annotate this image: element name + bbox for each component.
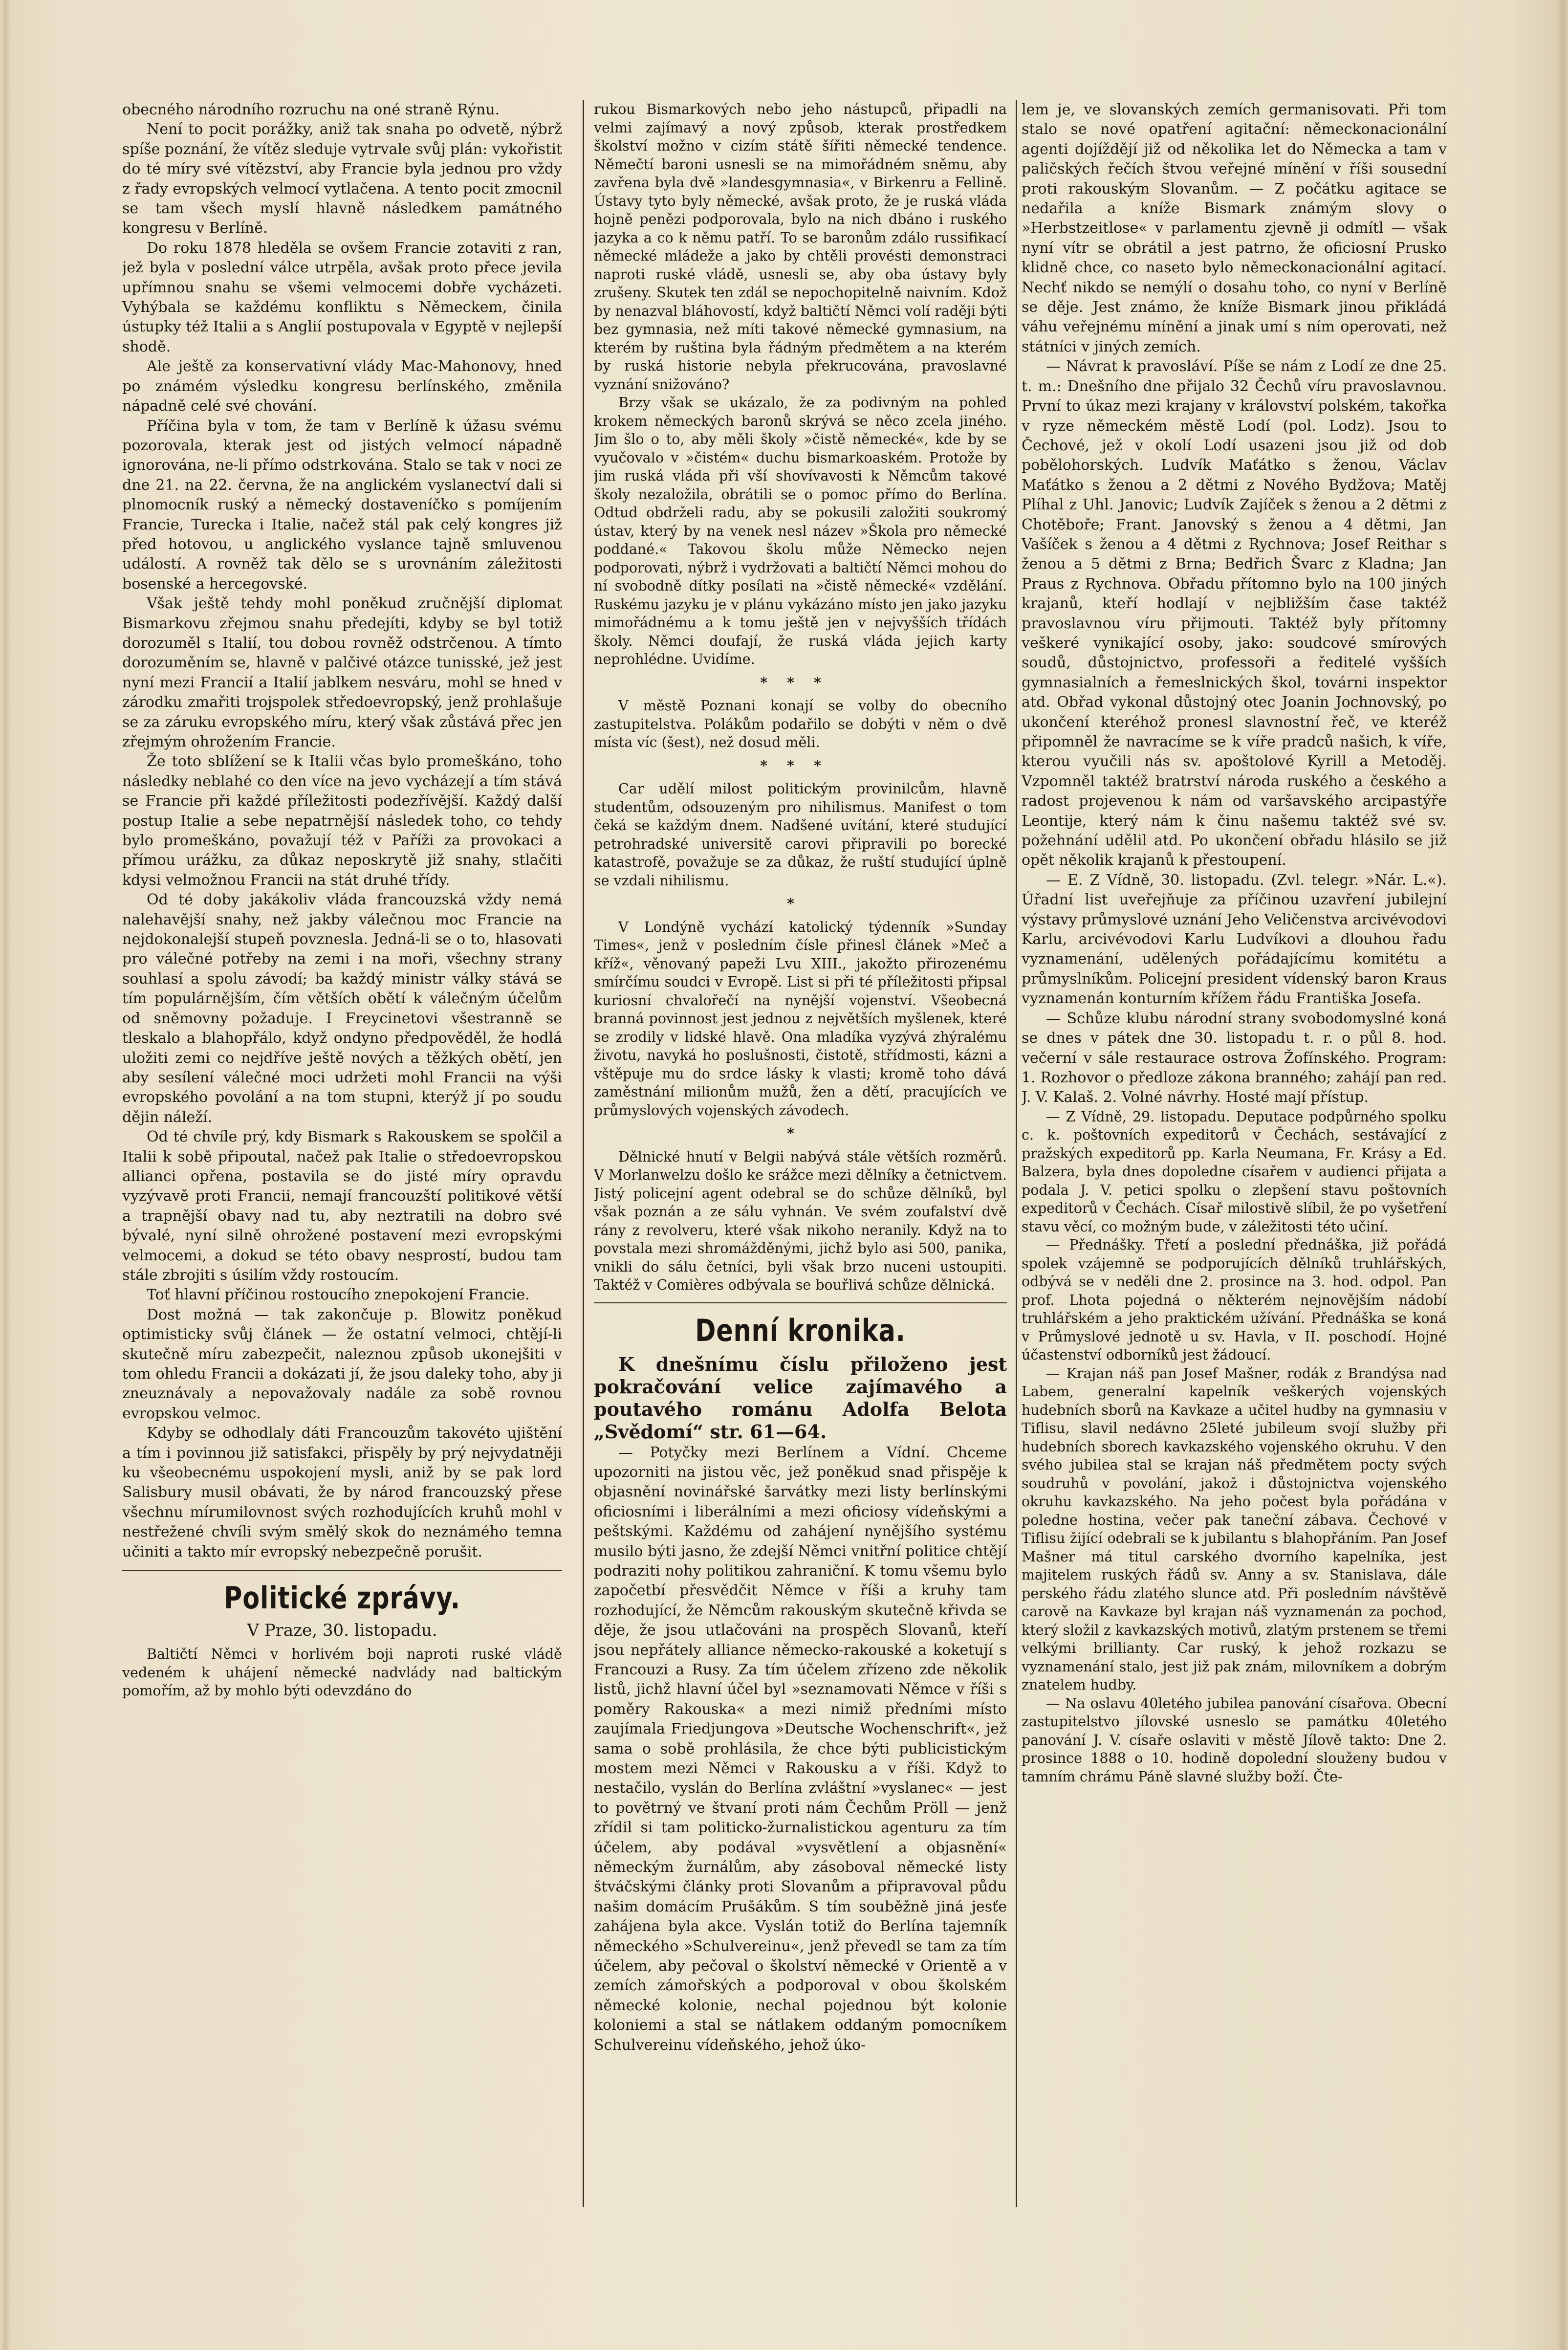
paragraph: Do roku 1878 hleděla se ovšem Francie zotaviti z ran, jež byla v poslední válce utrpěla, avšak proto přece jevila upřímnou snahu se všemi velmocemi dobře vycházeti. Vyhýbala se každému konfliktu s Německem, činila ústupky též Italii a s Anglií postupovala v Egyptě v nejlepší shodě. — [122, 239, 562, 355]
news-note: Car udělí milost politickým provinilcům, hlavně studentům, odsouzeným pro nihilismus. Manifest o tom čeká se každým dnem. Nadšené uvítání, které studující petrohradské universitě carovi připravili po borecké katastrofě, považuje se za důkaz, že ruští studující úplně se vzdali nihilismu. — [594, 781, 1007, 889]
separator-asterisks: * — [787, 1125, 814, 1142]
article: — Potyčky mezi Berlínem a Vídní. Chceme upozorniti na jistou věc, jež poněkud snad přispěje k objasnění novinářské šarvátky mezi listy berlínskými oficiosními i liberálními a mezi oficiosy vídeňskými a peštskými. Každému od zahájení nynějšího systému musilo býti jasno, že zdejší Němci vnitřní politice chtějí podraziti nohy politikou zahraniční. K tomu všemu bylo započetbí přesvědčit Němce v říši a kruhy tam rozhodující, že Němcům rakouským skutečně křivda se děje, že jsou utlačováni na prospěch Slovanů, kteří jsou nepřátely alliance německo-rakouské a koketují s Francouzi a Rusy. Za tím účelem zřízeno zde několik listů, jichž hlavní účel byl »seznamovati Němce v říši s poměry Rakouska« a mezi nimiž předními místo zaujímala Friedjungova »Deutsche Wochenschrift«, jež sama o sobě prohlásila, že chce býti publicistickým mostem mezi Němci v Rakousku a v říši. Když to nestačilo, vyslán do Berlína zvláštní »vyslanec« — jest to povětrný ve štvaní proti nám Čechům Pröll — jenž zřídil si tam politicko-žurnalistickou agenturu za tím účelem, aby podával »vysvětlení a objasnění« německým žurnálům, aby zásoboval německé listy štváčskými články proti Slovanům a připravoval půdu našim domácím Prušákům. S tím souběžně jiná jesťe zahájena byla akce. Vyslán totiž do Berlína tajemník německého »Schulvereinu«, jenž převedl se tam za tím účelem, aby pečoval o školství německé v Orientě a v zemích zámořských a podporoval v obou školském německé kolonie, nechal pojednou být kolonie koloniemi a stal se nátlakem oddaným pomocníkem Schulvereinu vídeňského, jehož úko- — [594, 1444, 1007, 2054]
paragraph: lem je, ve slovanských zemích germanisovati. Při tom stalo se nové opatření agitační: německonacionální agenti dojíždějí již od několika let do Německa a tam v paličských řečích štvou veřejné mínění v říši sousední proti rakouským Slovanům. — Z počátku agitace se nedařila a kníže Bismark známým slovy o »Herbstzeitlose« v parlamentu zjevně ji odmítl — však nyní vítr se obrátil a jest patrno, že oficiosní Prusko klidně chce, co naseto bylo německonacionální agitací. Nechť nikdo se nemýlí o dosahu toho, co nyní v Berlíně se děje. Jest známo, že kníže Bismark jinou přikládá váhu veřejnému mínění a jinak umí s ním operovati, než státníci v jiných zemích. — [1022, 101, 1447, 355]
paragraph: Od té doby jakákoliv vláda francouzská vždy nemá nalehavější snahy, než jakby válečnou moc Francie na nejdokonalejší stupeň povznesla. Jedná-li se o to, hlasovati pro válečné potřeby na zemi i na moři, všechny strany souhlasí a spolu závodí; ba každý ministr války stává se tím populárnějším, čím větších obětí k válečným účelům od sněmovny požaduje. I Freycinetovi všestranně se tleskalo a blahopřálo, když ondyno předpověděl, že hodlá uložiti zemi co nejdříve ještě nových a těžkých obětí, jen aby sesílení válečné moci udržeti mohl Francii na výši evropského povolání a na tom stupni, kterýž jí po soudu dějin náleží. — [122, 891, 562, 1126]
column-rule — [1016, 100, 1017, 2207]
page-edge-shadow — [0, 0, 11, 2350]
divider — [594, 1302, 1007, 1303]
paragraph: Baltičtí Němci v horlivém boji naproti ruské vládě vedeném k uhájení německé nadvlády nad baltickým pomořím, až by mohlo býti odevzdáno do — [122, 1646, 562, 1699]
column-rule — [583, 100, 584, 2207]
article: — Z Vídně, 29. listopadu. Deputace podpůrného spolku c. k. poštovních expeditorů v Čechách, sestávající z pražských expeditorů pp. Karla Neumana, Fr. Krásy a Ed. Balzera, byla dnes dopoledne císařem v audienci přijata a podala J. V. petici spolku o zlepšení stavu poštovních expeditorů v Čechách. Císař milostivě slíbil, že po vyšetření stavu věcí, co možným bude, v záležitosti této učiní. — [1022, 1108, 1447, 1235]
news-note: V Londýně vychází katolický týdenník »Sunday Times«, jenž v posledním čísle přinesl článek »Meč a kříž«, věnovaný papeži Lvu XIII., jakožto přirozenému smírčímu soudci v Evropě. List si při té příležitosti připsal kuriosní chvalořečí na nynější vojenství. Všeobecná branná povinnost jest jednou z největších myšlenek, které se zrodily v lidské hlavě. Ona mladíka vyzývá zhýralému životu, navyká ho poslušnosti, čistotě, střídmosti, kázni a vštěpuje mu do srdce lásky k vlasti; kromě toho dává zaměstnání milionům mužů, žen a dětí, pracujících ve průmyslových vojenských závodech. — [594, 919, 1007, 1119]
paragraph: Příčina byla v tom, že tam v Berlíně k úžasu svému pozorovala, kterak jest od jistých velmocí nápadně ignorována, ne-li přímo odstrkována. Stalo se tak v noci ze dne 21. na 22. června, že na anglickém vyslanectví dali si plnomocník ruský a německý dostaveníčko s pomíjením Francie, Turecka i Italie, načež stál pak celý kongres již před hotovou, u anglického vyslance tajně smluvenou událostí. A rovněž tak dělo se s urovnáním záležitosti bosenské a hercegovské. — [122, 417, 562, 593]
divider — [122, 1570, 562, 1571]
article: — Krajan náš pan Josef Mašner, rodák z Brandýsa nad Labem, generalní kapelník veškerých vojenských hudebních sborů na Kavkaze a učitel hudby na gymnasiu v Tiflisu, slavil nedávno 25leté jubileum svojí služby při hudebních sborech kavkazského vojenského okruhu. V den svého jubilea stal se krajan náš předmětem pocty svých soudruhů v povolání, jakož i důstojnictva vojenského okruhu kavkazského. Na jeho počest byla pořádána v poledne hostina, večer pak taneční zábava. Čechové v Tiflisu žijící odebrali se k jubilantu s blahopřáním. Pan Josef Mašner má titul carského dvorního kapelníka, jest majitelem ruských řádů sv. Anny a sv. Stanislava, dále perského řádu zlatého slunce atd. Při posledním návštěvě carově na Kavkaze byl krajan náš vyznamenán za pochod, který složil z kavkazských motivů, zlatým prstenem se třemi velkými brillianty. Car ruský, k jehož rozkazu se vyznamenání stalo, jest již pak znám, milovníkem a dobrým znatelem hudby. — [1022, 1365, 1447, 1693]
article: — E. Z Vídně, 30. listopadu. (Zvl. telegr. »Nár. L.«). Úřadní list uveřejňuje za příčinou uzavření jubilejní výstavy průmyslové uznání Jeho Veličenstva arcivévodovi Karlu, arcivévodovi Karlu Ludvíkovi a dlouhou řadu vyznamenání, udělených pořádajícímu komitétu a průmyslníkům. Policejní president vídenský baron Kraus vyznamenán konturním křížem řádu Františka Josefa. — [1022, 871, 1447, 1008]
column-2 — [594, 100, 1007, 2202]
paragraph: Toť hlavní příčinou rostoucího znepokojení Francie. — [147, 1286, 530, 1304]
column-1 — [122, 100, 562, 2202]
paragraph: Však ještě tehdy mohl poněkud zručnější diplomat Bismarkovu zřejmou snahu předejíti, kdyby se byl totiž dorozuměl s Italií, tou dobou rovněž odstrčenou. A tímto dorozuměním se, hlavně v palčivé otázce tunisské, jež jest nyní mezi Francií a Italií jablkem nesváru, mohl se hned v zárodku zmařiti trojspolek středoevropský, jenž prohlašuje se za záruku evropského míru, který však zůstává přec jen zřejmým ohrožením Francie. — [122, 595, 562, 750]
supplement-notice: K dnešnímu číslu přiloženo jest pokračování velice zajímavého a poutavého románu Adolfa Belota „Svědomí“ str. 61—64. — [594, 1353, 1007, 1443]
article: — Návrat k pravosláví. Píše se nám z Lodí ze dne 25. t. m.: Dnešního dne přijalo 32 Čechů víru pravoslavnou. První to úkaz mezi krajany v království polském, takořka v ryze německém městě Lodí (pol. Lodz). Jsou to Čechové, jež v okolí Lodí usazeni jsou již od dob pobělohorských. Ludvík Maťátko s ženou, Václav Maťátko s ženou a 2 dětmi z Nového Bydžova; Matěj Plíhal z Uhl. Janovic; Ludvík Zajíček s ženou a 2 dětmi z Chotěboře; Frant. Janovský s ženou a 4 dětmi, Jan Vašíček s ženou a 4 dětmi z Rychnova; Josef Reithar s ženou a 5 dětmi z Brna; Bedřich Švarc z Kladna; Jan Praus z Rychnova. Obřadu přítomno bylo na 100 jiných krajanů, kteří hodlají v nejbližším čase taktéž pravoslavnou víru přijmouti. Taktéž byly přítomny veškeré vynikající osoby, jako: soudcové smírových soudů, důstojnictvo, professoři a ředitelé vyšších gymnasialních a řemeslnických škol, továrni inspektor atd. Obřad vykonal důstojný otec Joanin Jochnovský, po ukončení kteréhož pronesl slavnostní řeč, ve kteréž připomněl že navracíme se k víře pradců našich, k víře, kterou vyučili nás sv. apoštolové Kyrill a Metoděj. Vzpomněl taktéž bratrství národa ruského a českého a radost projevenou k nám od varšavského arcipastýře Leontije, který nám k činu našemu taktéž své sv. požehnání udělil atd. Po ukončení obřadu hlásilo se již opět několik krajanů k přestoupení. — [1022, 358, 1447, 869]
paragraph: Není to pocit porážky, aniž tak snaha po odvetě, nýbrž spíše poznání, že vítěz sleduje vytrvale svůj plán: vykořistit do té míry své vítězství, aby Francie byla jednou pro vždy z řady evropských velmocí vytlačena. A tento pocit zmocnil se tam všech myslí hlavně následkem památného kongresu v Berlíně. — [122, 121, 562, 237]
paragraph: Ale ještě za konservativní vlády Mac-Mahonovy, hned po známém výsledku kongresu berlínského, změnila nápadně celé své chování. — [122, 358, 562, 415]
article: — Schůze klubu národní strany svobodomyslné koná se dnes v pátek dne 30. listopadu t. r. o půl 8. hod. večerní v sále restaurace ostrova Žofínského. Program: 1. Rozhovor o předloze zákona branného; zahájí pan red. J. V. Kalaš. 2. Volné návrhy. Hosté mají přístup. — [1022, 1010, 1447, 1106]
separator-asterisks: *** — [760, 674, 841, 691]
news-note: Dělnické hnutí v Belgii nabývá stále větších rozměrů. V Morlanwelzu došlo ke srážce mezi dělníky a četnictvem. Jistý policejní agent odebral se do schůze dělníků, byl však poznán a ze sálu vyhnán. Ve svém zoufalství dvě rány z revolveru, které však nikoho neranily. Když na to povstala mezi shromážděnými, jichž bylo asi 500, panika, vnikli do sálu četníci, byli však brzo nuceni ustoupiti. Taktéž v Comières odbývala se bouřlivá schůze dělnická. — [594, 1148, 1007, 1293]
article: — Na oslavu 40letého jubilea panování císařova. Obecní zastupitelstvo jílovské usneslo se památku 40letého panování J. V. císaře oslaviti v městě Jílově takto: Dne 2. prosince 1888 o 10. hodině dopolední slouženy budou v tamním chrámu Páně slavné služby boží. Čte- — [1022, 1695, 1447, 1785]
separator-asterisks: *** — [760, 757, 841, 774]
dateline: V Praze, 30. listopadu. — [247, 1621, 437, 1641]
paragraph: rukou Bismarkových nebo jeho nástupců, připadli na velmi zajímavý a nový způsob, kterak prostředkem školství možno v cizím státě šířiti německé tendence. Němečtí baroni usnesli se na mimořádném sněmu, aby zavřena byla dvě »landesgymnasia«, v Birkenru a Fellině. Ústavy tyto byly německé, avšak proto, že je ruská vláda hojně penězi podporovala, bylo na nich dbáno i ruského jazyka a co k němu patří. To se baronům zdálo russifikací německé mládeže a jako by chtěli provésti demonstraci naproti ruské vládě, usnesli se, aby oba ústavy byly zrušeny. Skutek ten zdál se nepochopitelně naivním. Kdož by nenazval bláhovostí, když baltičtí Němci volí raději býti bez gymnasia, než míti takové německé gymnasium, na kterém by ruština byla řádným předmětem a na kterém by ruská historie nebyla překrucována, pravoslavné vyznání snižováno? — [594, 101, 1007, 393]
column-3 — [1022, 100, 1447, 2202]
paragraph: obecného národního rozruchu na oné straně Rýnu. — [122, 101, 500, 118]
paragraph: Kdyby se odhodlaly dáti Francouzům takovéto ujištění a tím i povinnou již satisfakci, přispěly by prý nejvydatněji ku všeobecnému uspokojení mysli, aniž by se pak lord Salisbury musil obávati, že by národ francouzský přese všechnu mírumilovnost svých rozhodujících kruhů mohl v nestřežené chvíli svým smělý skok do neznámého temna učiniti a takto mír evropský nebezpečně porušit. — [122, 1425, 562, 1560]
section-title-denni-kronika: Denní kronika. — [695, 1312, 906, 1348]
section-title-politicke-zpravy: Politické zprávy. — [224, 1580, 460, 1616]
paragraph: Dost možná — tak zakončuje p. Blowitz poněkud optimisticky svůj článek — že ostatní velmoci, chtějí-li skutečně míru zabezpečit, naleznou způsob ukonejšiti v tom ohledu Francii a dokázati jí, že jsou daleky toho, aby ji zneuznávaly a nepovažovaly nadále za sobě rovnou evropskou velmoc. — [122, 1306, 562, 1422]
paragraph: Od té chvíle prý, kdy Bismark s Rakouskem se spolčil a Italii k sobě připoutal, načež pak Italie o středoevropskou allianci opřena, postavila se do jisté míry opravdu vyzývavě proti Francii, nemají francouzští politikové větší a trapnější obavy nad tu, aby neztratili na dobro své bývalé, nyní silně ohrožené postavení mezi evropskými velmocemi, a dokud se této obavy nesprostí, budou tam stále zbrojiti s úsilím vždy rostoucím. — [122, 1128, 562, 1284]
separator-asterisks: * — [787, 895, 814, 912]
paragraph: Brzy však se ukázalo, že za podivným na pohled krokem německých baronů skrývá se něco zcela jiného. Jim šlo o to, aby měli školy »čistě německé«, kde by se vyučovalo v »čistém« duchu bismarkoaském. Protože by jim ruská vláda při vší shovívavosti k Němcům takové školy nezaložila, obrátili se o pomoc přímo do Berlína. Odtud obdrželi radu, aby se pokusili založiti soukromý ústav, který by na venek nesl název »Škola pro německé poddané.« Takovou školu může Německo nejen podporovati, nýbrž i vydržovati a baltičtí Němci mohou do ní svobodně dítky posílati na »čistě německé« vzdělání. Ruskému jazyku je v plánu vykázáno místo jen jako jazyku mimořádnému a k tomu ještě jen v nejvyšších třídách školy. Němci doufají, že ruská vláda jejich karty neprohlédne. Uvidíme. — [594, 395, 1007, 667]
page-edge-shadow — [1557, 0, 1568, 2350]
news-note: V městě Poznani konají se volby do obecního zastupitelstva. Polákům podařilo se dobýti v něm o dvě místa víc (šest), než dosud měli. — [594, 698, 1007, 750]
paragraph: Že toto sblížení se k Italii včas bylo promeškáno, toho následky neblahé co den více na jevo vycházejí a tím stává se Francie při každé příležitosti podezřívější. Každý další postup Italie a sebe nepatrnější následek toho, co tehdy bylo promeškáno, považují též v Paříži za provokaci a přímou urážku, za důkaz neposkrytě již snahy, stlačiti kdysi velmožnou Francii na stát druhé třídy. — [122, 753, 562, 889]
article: — Přednášky. Třetí a poslední přednáška, již pořádá spolek vzájemně se podporujících dělníků truhlářských, odbývá se v neděli dne 2. prosince na 3. hod. odpol. Pan prof. Lhota pojedná o některém nejnovějším nádobí truhlářském a jeho praktickém užívání. Přednáška se koná v Průmyslové jednotě u sv. Havla, v II. poschodí. Hojné účastenství odborníků jest žádoucí. — [1022, 1237, 1447, 1363]
